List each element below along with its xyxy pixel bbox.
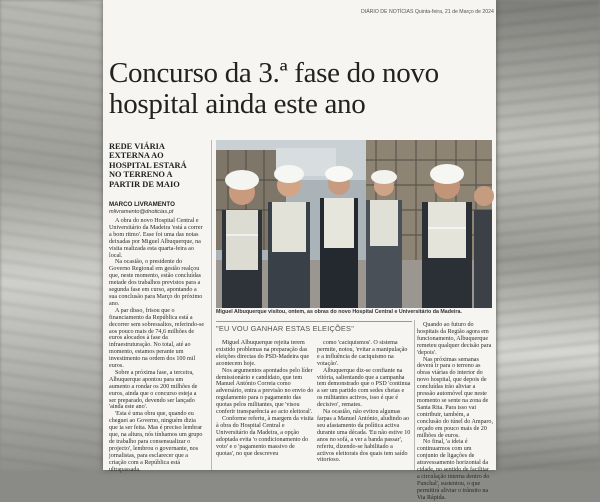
page-header-info: DIÁRIO DE NOTÍCIAS Quinta-feira, 21 de Março de 2024 bbox=[361, 9, 494, 15]
author-name: MARCO LIVRAMENTO bbox=[109, 201, 175, 208]
paragraph: Na ocasião, o presidente do Governo Regional em gestão realçou que, neste momento, estão concluídas metade dos trabalhos previstos para a segunda fase em curso, apontando a sua conclusão para Março do próximo ano. bbox=[109, 259, 203, 307]
headline-line-2: hospital ainda este ano bbox=[109, 88, 366, 120]
kicker-line: EXTERNA AO bbox=[109, 151, 164, 161]
article-column-middle-1 bbox=[216, 340, 314, 457]
newspaper-page bbox=[103, 0, 496, 501]
article-column-right bbox=[417, 322, 493, 502]
article-headline bbox=[109, 58, 494, 120]
paragraph: Conforme referiu, à margem da visita à obra do Hospital Central e Universitário da Madeira, a opção adoptada evita 'o condicionamento do voto' e o 'pagamento massivo de quotas', no que descreveu bbox=[216, 415, 314, 457]
kicker-line: NO TERRENO A bbox=[109, 170, 173, 180]
paragraph: No final, 'a ideia é continuarmos com um conjunto de ligações de atravessamento horizontal da cidade, no sentido de facilitar a circulação interna dentro do Funchal', sustentou, o que permitirá aliviar o trânsito na Via Rápida. bbox=[417, 439, 490, 501]
article-kicker bbox=[109, 142, 205, 189]
column-divider bbox=[211, 140, 212, 470]
article-column-left bbox=[109, 218, 205, 474]
kicker-line: HOSPITAL ESTARÁ bbox=[109, 160, 187, 170]
paragraph: A obra do novo Hospital Central e Universitário da Madeira 'está a correr a bom ritmo'. Esse foi uma das notas deixadas por Miguel Albuquerque, na visita realizada esta quarta-feira ao local. bbox=[109, 218, 203, 259]
photo-caption: Miguel Albuquerque visitou, ontem, as obras do novo Hospital Central e Universitário da Madeira. bbox=[216, 309, 462, 315]
article-photo bbox=[216, 140, 492, 308]
paragraph: como 'caciquismos'. O sistema permite, notou, 'evitar a manipulação e a influência de caciquismo na votação'. bbox=[317, 340, 408, 367]
construction-visit-photo bbox=[216, 140, 492, 308]
paragraph: Sobre a próxima fase, a terceira, Albuquerque apontou para um aumento a rondar os 200 milhões de euros, ainda que o concurso esteja a ser preparado, devendo ser lançado 'ainda este ano'. bbox=[109, 369, 198, 411]
article-column-middle-2 bbox=[317, 340, 411, 464]
paragraph: Na ocasião, não evitou algumas farpas a Manuel António, aludindo ao seu afastamento da política activa durante uma década. 'Eu não estive 10 anos no sofá, a ver a banda passar', referiu, dizendo-se habilitado a activos eleitorais dos quais tem saído vitorioso. bbox=[317, 409, 411, 464]
paragraph: A par disso, frisou que o financiamento da República está a decorrer sem sobressaltos, referindo-se aos pouco mais de 74,6 milhões de euros alocados à fase da infraestruturação. No total, até ao momento, estamos perante um investimento na ordem dos 100 mil euros. bbox=[109, 307, 205, 370]
blurred-background-right bbox=[496, 0, 600, 470]
kicker-line: REDE VIÁRIA bbox=[109, 142, 165, 151]
author-email: mlivramento@dnoticias.pt bbox=[109, 209, 174, 215]
paragraph: Miguel Albuquerque rejeita terem existido problemas na preparação das eleições directas do PSD-Madeira que acontecem hoje. bbox=[216, 340, 310, 367]
kicker-line: PARTIR DE MAIO bbox=[109, 179, 180, 189]
paragraph: Albuquerque diz-se confiante na vitória, salientando que a campanha tem demonstrado que o PSD 'continua a ser um partido com sedes cheias e os militantes activos, isso é que é decisivo', remates. bbox=[317, 367, 411, 409]
paragraph: 'Esta é uma obra que, quando eu cheguei ao Governo, ninguém dizia que ia ser feita. Mas é preciso lembrar que, na altura, nós tínhamos um grupo de trabalho para consensualizar o projecto', lembrou o governante, nos jornalistas, para esclarecer que a criação com a República está ultrapassada. bbox=[109, 411, 203, 473]
paragraph: Nos argumentos apontados pelo líder demissionário e candidato, que tem Manuel António Correia como adversário, entra a previsão no envio do regulamento para o pagamento das quotas pelos militantes, que 'visou conferir transparência ao acto eleitoral'. bbox=[216, 367, 314, 416]
pull-quote: "EU VOU GANHAR ESTAS ELEIÇÕES" bbox=[216, 321, 412, 333]
paragraph: Nas próximas semanas deverá ir para o terreno as obras viárias do interior do novo hospital, que depois de concluídas irão aliviar a pressão automóvel que neste momento se sente na zona de Santa Rita. Para isso vai contribuir, também, a conclusão do túnel do Amparo, orçado em pouco mais de 20 milhões de euros. bbox=[417, 356, 493, 439]
headline-line-1: Concurso da 3.ª fase do novo bbox=[109, 57, 439, 89]
blurred-background-left bbox=[0, 0, 104, 470]
column-divider bbox=[414, 320, 415, 470]
paragraph: Quando ao futuro do hospitais da Região agora em funcionamento, Albuquerque remeteu qualquer decisão para 'depois'. bbox=[417, 322, 492, 356]
byline bbox=[109, 201, 205, 215]
